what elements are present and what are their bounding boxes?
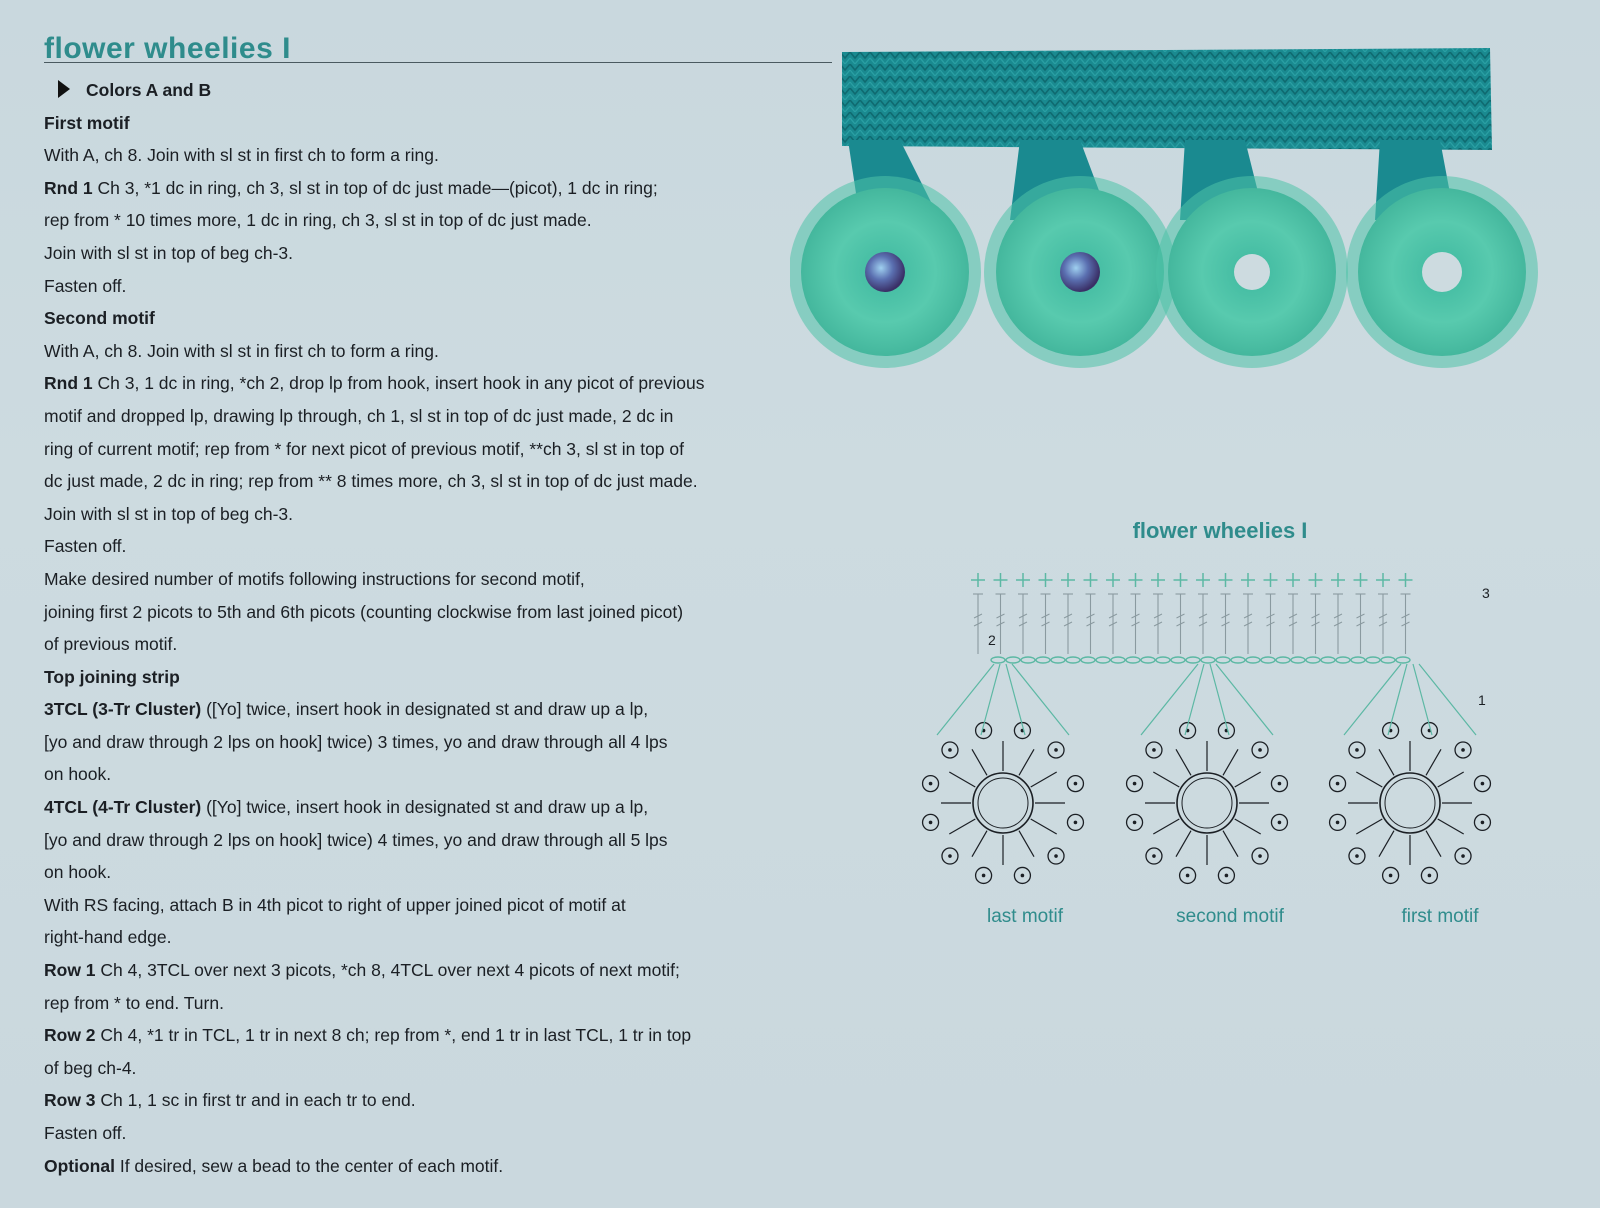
chain-stitch xyxy=(1201,657,1215,663)
sc-stitch xyxy=(1129,573,1143,587)
chain-stitch xyxy=(1276,657,1290,663)
row2-label: Row 2 xyxy=(44,1025,96,1046)
chart-motif xyxy=(1127,664,1288,883)
row3-line xyxy=(44,1084,764,1117)
rnd-text: Ch 3, 1 dc in ring, *ch 2, drop lp from hook, insert hook in any picot of previous xyxy=(97,373,705,394)
second-motif-line: dc just made, 2 dc in ring; rep from ** 8 times more, ch 3, sl st in top of dc just made. xyxy=(44,471,698,492)
tr-stitch xyxy=(1378,594,1388,654)
row-number-1: 1 xyxy=(1478,692,1486,708)
colors-text: Colors A and B xyxy=(86,80,212,100)
sc-stitch xyxy=(1174,573,1188,587)
label-last-motif: last motif xyxy=(986,906,1064,927)
sc-stitch xyxy=(1286,573,1300,587)
tr-stitch xyxy=(1153,594,1163,654)
optional-text: If desired, sew a bead to the center of each motif. xyxy=(119,1155,504,1176)
row-2-stitches xyxy=(973,594,1411,654)
row3-label: Row 3 xyxy=(44,1090,96,1111)
tr-stitch xyxy=(1288,594,1298,654)
second-motif-line: Make desired number of motifs following instructions for second motif, xyxy=(44,568,585,589)
title-rule xyxy=(44,62,832,63)
chain-stitch xyxy=(1021,657,1035,663)
sc-stitch xyxy=(1331,573,1345,587)
colors-line xyxy=(44,74,764,107)
label-first-motif: first motif xyxy=(1401,906,1479,927)
second-motif-rnd1 xyxy=(44,367,764,400)
chain-stitch xyxy=(1096,657,1110,663)
label-second-motif: second motif xyxy=(1176,906,1284,927)
rnd-label: Rnd 1 xyxy=(44,177,93,198)
bead xyxy=(865,252,905,292)
sc-stitch xyxy=(1084,573,1098,587)
row1-text: Ch 4, 3TCL over next 3 picots, *ch 8, 4TCL over next 4 picots of next motif; xyxy=(100,960,680,981)
chain-stitch xyxy=(1351,657,1365,663)
sc-stitch xyxy=(1039,573,1053,587)
chart-motif xyxy=(923,664,1084,883)
sc-stitch xyxy=(1196,573,1210,587)
tcl3-line: [yo and draw through 2 lps on hook] twice) 3 times, yo and draw through all 4 lps xyxy=(44,731,668,752)
tr-stitch xyxy=(1176,594,1186,654)
sc-stitch xyxy=(1399,573,1413,587)
tcl3-label: 3TCL (3-Tr Cluster) xyxy=(44,699,202,720)
chain-stitch xyxy=(1111,657,1125,663)
first-motif-line: With A, ch 8. Join with sl st in first ch to form a ring. xyxy=(44,145,439,166)
row2-line xyxy=(44,1019,764,1052)
sc-stitch xyxy=(1264,573,1278,587)
chain-stitch xyxy=(1306,657,1320,663)
sc-stitch xyxy=(994,573,1008,587)
tcl4-line: on hook. xyxy=(44,862,112,883)
chain-stitch xyxy=(1126,657,1140,663)
crochet-edging-photo xyxy=(790,40,1580,400)
tcl3-text: ([Yo] twice, insert hook in designated st and draw up a lp, xyxy=(206,699,649,720)
sc-stitch xyxy=(1061,573,1075,587)
chain-stitch xyxy=(1291,657,1305,663)
rs-line: right-hand edge. xyxy=(44,927,172,948)
joining-strip xyxy=(842,48,1492,150)
chain-stitch xyxy=(1216,657,1230,663)
second-motif-line: joining first 2 picots to 5th and 6th picots (counting clockwise from last joined picot) xyxy=(44,601,684,622)
second-motif-line: ring of current motif; rep from * for next picot of previous motif, **ch 3, sl st in top of xyxy=(44,438,684,459)
first-motif-line: Join with sl st in top of beg ch-3. xyxy=(44,242,294,263)
sc-stitch xyxy=(971,573,985,587)
chain-stitch xyxy=(1066,657,1080,663)
chain-stitch xyxy=(1036,657,1050,663)
tr-stitch xyxy=(1063,594,1073,654)
tr-stitch xyxy=(1041,594,1051,654)
row1-label: Row 1 xyxy=(44,960,96,981)
second-motif-line: With A, ch 8. Join with sl st in first ch to form a ring. xyxy=(44,340,439,361)
row3-text: Ch 1, 1 sc in first tr and in each tr to end. xyxy=(100,1090,416,1111)
chain-stitch xyxy=(1381,657,1395,663)
chain-stitch xyxy=(1186,657,1200,663)
chain-stitch xyxy=(1366,657,1380,663)
second-motif-line: motif and dropped lp, drawing lp through, ch 1, sl st in top of dc just made, 2 dc in xyxy=(44,405,674,426)
first-motif-line: rep from * 10 times more, 1 dc in ring, ch 3, sl st in top of dc just made. xyxy=(44,210,592,231)
row2-line: of beg ch-4. xyxy=(44,1057,137,1078)
tr-stitch xyxy=(1221,594,1231,654)
sc-stitch xyxy=(1354,573,1368,587)
rnd-text: Ch 3, *1 dc in ring, ch 3, sl st in top of dc just made—(picot), 1 dc in ring; xyxy=(97,177,658,198)
rnd-label: Rnd 1 xyxy=(44,373,93,394)
tr-stitch xyxy=(1018,594,1028,654)
chain-stitch xyxy=(1081,657,1095,663)
sc-stitch xyxy=(1309,573,1323,587)
chain-stitch xyxy=(1396,657,1410,663)
sc-stitch xyxy=(1376,573,1390,587)
first-motif-rnd1 xyxy=(44,172,764,205)
tr-stitch xyxy=(1108,594,1118,654)
row-3-stitches xyxy=(971,573,1413,587)
tr-stitch xyxy=(973,594,983,654)
first-motif-heading: First motif xyxy=(44,112,130,133)
optional-line xyxy=(44,1150,764,1183)
chain-stitch xyxy=(1141,657,1155,663)
tr-stitch xyxy=(1401,594,1411,654)
tr-stitch xyxy=(1356,594,1366,654)
instructions-column xyxy=(44,74,764,1182)
sc-stitch xyxy=(1241,573,1255,587)
crochet-chart xyxy=(900,560,1540,900)
tr-stitch xyxy=(1131,594,1141,654)
tr-stitch xyxy=(1086,594,1096,654)
chain-stitch xyxy=(1171,657,1185,663)
tr-stitch xyxy=(1198,594,1208,654)
tr-stitch xyxy=(1333,594,1343,654)
second-motif-line: Join with sl st in top of beg ch-3. xyxy=(44,503,294,524)
tr-stitch xyxy=(1266,594,1276,654)
tcl4-line: [yo and draw through 2 lps on hook] twice) 4 times, yo and draw through all 5 lps xyxy=(44,829,668,850)
chain-stitch xyxy=(1006,657,1020,663)
first-motif-line: Fasten off. xyxy=(44,275,127,296)
flower-motifs xyxy=(790,176,1538,368)
row1-line: rep from * to end. Turn. xyxy=(44,992,224,1013)
second-motif-line: of previous motif. xyxy=(44,634,178,655)
chart-motif xyxy=(1330,664,1491,883)
bead xyxy=(1060,252,1100,292)
chart-motifs xyxy=(923,664,1491,883)
tcl4-line xyxy=(44,791,764,824)
tr-stitch xyxy=(996,594,1006,654)
row3-line: Fasten off. xyxy=(44,1123,127,1143)
chain-stitch xyxy=(1336,657,1350,663)
tr-stitch xyxy=(1311,594,1321,654)
page-title: flower wheelies I xyxy=(44,32,291,65)
sc-stitch xyxy=(1016,573,1030,587)
sc-stitch xyxy=(1106,573,1120,587)
sc-stitch xyxy=(1151,573,1165,587)
tcl4-label: 4TCL (4-Tr Cluster) xyxy=(44,797,202,818)
row-number-3: 3 xyxy=(1482,585,1490,601)
second-motif-heading: Second motif xyxy=(44,308,155,329)
tcl4-text: ([Yo] twice, insert hook in designated st and draw up a lp, xyxy=(206,797,649,818)
tcl3-line xyxy=(44,693,764,726)
chain-stitch xyxy=(1246,657,1260,663)
tcl3-line: on hook. xyxy=(44,764,112,785)
row-1-chain xyxy=(991,657,1410,663)
row1-line xyxy=(44,954,764,987)
strip-heading: Top joining strip xyxy=(44,666,180,687)
triangle-bullet-icon xyxy=(58,80,70,98)
chain-stitch xyxy=(1156,657,1170,663)
chain-stitch xyxy=(1231,657,1245,663)
chain-stitch xyxy=(991,657,1005,663)
chain-stitch xyxy=(1261,657,1275,663)
second-motif-line: Fasten off. xyxy=(44,536,127,557)
chain-stitch xyxy=(1321,657,1335,663)
row2-text: Ch 4, *1 tr in TCL, 1 tr in next 8 ch; rep from *, end 1 tr in last TCL, 1 tr in top xyxy=(100,1025,692,1046)
diagram-title: flower wheelies I xyxy=(1132,518,1308,543)
chain-stitch xyxy=(1051,657,1065,663)
row-number-2: 2 xyxy=(988,632,996,648)
optional-label: Optional xyxy=(44,1155,115,1176)
sc-stitch xyxy=(1219,573,1233,587)
rs-line: With RS facing, attach B in 4th picot to right of upper joined picot of motif at xyxy=(44,894,626,915)
tr-stitch xyxy=(1243,594,1253,654)
